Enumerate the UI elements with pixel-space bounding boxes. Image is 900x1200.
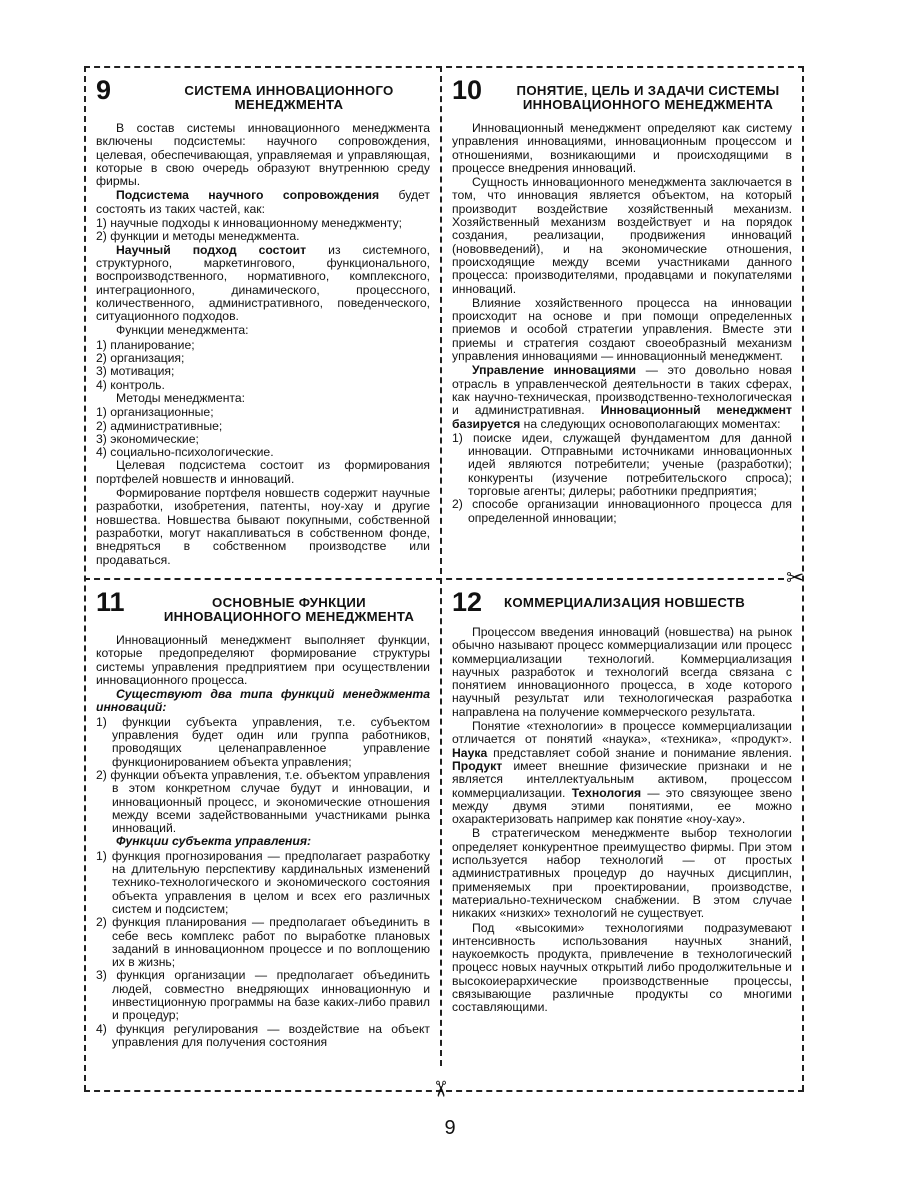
card-9 [96,76,430,572]
paragraph: Функции менеджмента: [116,323,249,338]
list-item: 2) функции объекта управления, т.е. объектом управления в этом конкретном случае будут и инновации, и инновационный процесс, и экономические отношения между всеми задействованными участниками рынка инноваций. [96,767,430,836]
list-item: 2) способе организации инновационного процесса для определенной инновации; [452,497,792,525]
card-body [96,634,430,1049]
card-header [96,588,430,624]
scissors-icon: ✂ [428,1079,454,1099]
list-item: 4) контроль. [96,377,165,392]
list-item: 4) социально-психологические. [96,445,274,460]
paragraph: Управление инновациями — это довольно новая отрасль в управленческой деятельности в таких сферах, как научно-техническая, производственно-технологическая и административная. Инновационный менеджмент базируется на следующих основополагающих моментах: [452,363,792,431]
list-item: 2) функции и методы менеджмента. [96,229,300,244]
middle-cut-line [84,578,784,580]
paragraph: В состав системы инновационного менеджмента включены подсистемы: научного сопровождения, целевая, обеспечивающая, управляемая и управляющая, которые в свою очередь образуют внутреннюю среду фирмы. [96,121,430,189]
card-header [452,76,792,112]
paragraph: Инновационный менеджмент определяют как систему управления инновациями, инновационным процессом и отношениями, возникающими и происходящими в процессе внедрения инноваций. [452,121,792,175]
list-item: 1) поиске идеи, служащей фундаментом для данной инновации. Отправными источниками инновационных идей являются потребители; ученые (разработки); конкуренты (изучение потребительского спроса); торговые агенты; дилеры; работники предприятия; [452,430,792,499]
paragraph: В стратегическом менеджменте выбор технологии определяет конкурентное преимущество фирмы. При этом используется набор технологий — от простых административных процедур до научных дисциплин, применяемых при проектировании, производстве, материально-техническом снабжении. В этом случае никаких «низких» технологий не существует. [452,826,792,921]
card-10 [452,76,792,572]
list-item: 1) организационные; [96,405,214,420]
list-item: 2) организация; [96,351,185,366]
card-12 [452,588,792,1080]
card-header [96,76,430,112]
card-header [452,588,792,616]
paragraph: Влияние хозяйственного процесса на инновации происходит на основе и при помощи определенных приемов и особой стратегии управления. Вместе эти приемы и стратегия создают своеобразный механизм управления инновациями — инновационный менеджмент. [452,295,792,364]
paragraph: Сущность инновационного менеджмента заключается в том, что инновация является объектом, на который производит воздействие хозяйственный механизм. Хозяйственный механизм воздействует и на порядок создания, реализации, продвижения инноваций (нововведений), и на экономические отношения, происходящие между всеми участниками данного процесса: производителями, продавцами и покупателями инноваций. [452,175,792,296]
top-cut-line [84,66,804,68]
card-body [452,626,792,1015]
paragraph: Процессом введения инноваций (новшества) на рынок обычно называют процесс коммерциализации или процесс коммерциализации технологий. Коммерциализация научных разработок и технологий всегда связана с понятием инновационного процесса, в ходе которого научный результат или технологическая разработка направлена на получение коммерческого результата. [452,625,792,719]
scissors-icon: ✂ [786,565,805,590]
paragraph: Подсистема научного сопровождения будет состоять из таких частей, как: [96,188,430,216]
paragraph: Целевая подсистема состоит из формирования портфелей новшеств и инноваций. [96,458,430,486]
list-item: 1) функция прогнозирования — предполагает разработку на длительную перспективу кардинальных изменений технико-технологического и экономического состояния объекта управления в целом и всех его различных систем и подсистем; [96,848,430,916]
center-cut-line [440,66,442,1066]
paragraph: Существуют два типа функций менеджмента инноваций: [96,687,430,715]
card-number: 9 [96,76,112,105]
paragraph: Формирование портфеля новшеств содержит научные разработки, изобретения, патенты, ноу-хау и другие новшества. Новшества бывают покупными, собственной разработки, могут накапливаться в собственном фонде, внедряться в собственном производстве или продаваться. [96,486,430,567]
card-title: СИСТЕМА ИННОВАЦИОННОГО МЕНЕДЖМЕНТА [184,83,394,112]
left-cut-line [84,66,86,1091]
paragraph: Научный подход состоит из системного, структурного, маркетингового, функционального, воспроизводственного, нормативного, комплексного, интеграционного, динамического, процессного, количественного, административного, поведенческого, ситуационного подходов. [96,242,430,324]
card-11 [96,588,430,1080]
page-number: 9 [444,1117,456,1139]
paragraph: Под «высокими» технологиями подразумевают интенсивность использования научных знаний, наукоемкость продукта, привлечение в технологический процесс новых научных открытий либо продолжительные и высокоиерархические производственные процессы, связывающие различные продукты со многими составляющими. [452,920,792,1015]
paragraph: Функции субъекта управления: [116,834,312,849]
list-item: 2) функция планирования — предполагает объединить в себе весь комплекс работ по выработке плановых заданий в инновационном процессе и по воплощению их в жизнь; [96,915,430,970]
list-item: 1) планирование; [96,337,195,352]
paragraph: Понятие «технологии» в процессе коммерциализации отличается от понятий «наука», «техника», «продукт». Наука представляет собой знание и понимание явления. Продукт имеет внешние физические признаки и не является интеллектуальным активом, процессом коммерциализации. Технология — это связующее звено между двумя этими понятиями, ее можно охарактеризовать например как понятие «ноу-хау». [452,719,792,827]
card-number: 11 [96,588,125,617]
card-body [452,122,792,525]
card-title: ОСНОВНЫЕ ФУНКЦИИ ИННОВАЦИОННОГО МЕНЕДЖМЕНТА [163,595,415,624]
list-item: 3) мотивация; [96,364,175,379]
card-body [96,122,430,567]
card-title: КОММЕРЦИАЛИЗАЦИЯ НОВШЕСТВ [504,595,746,610]
card-number: 10 [452,76,483,105]
card-title: ПОНЯТИЕ, ЦЕЛЬ И ЗАДАЧИ СИСТЕМЫ ИННОВАЦИОННОГО МЕНЕДЖМЕНТА [516,83,780,112]
card-number: 12 [452,588,483,617]
list-item: 1) научные подходы к инновационному менеджменту; [96,216,403,231]
list-item: 3) экономические; [96,431,199,446]
list-item: 2) административные; [96,418,223,433]
page-sheet [84,66,805,1099]
list-item: 1) функции субъекта управления, т.е. субъектом управления будет один или группа работников, проводящих целенаправленное управление функционированием объекта управления; [96,714,430,769]
paragraph: Методы менеджмента: [116,390,246,405]
paragraph: Инновационный менеджмент выполняет функции, которые предопределяют формирование структуры системы управления предприятием при осуществлении инновационного процесса. [96,633,430,687]
list-item: 4) функция регулирования — воздействие на объект управления для получения состояния [96,1021,430,1049]
list-item: 3) функция организации — предполагает объединить людей, совместно внедряющих инновационную и инвестиционную программы на базе каких-либо правил и процедур; [96,968,430,1023]
